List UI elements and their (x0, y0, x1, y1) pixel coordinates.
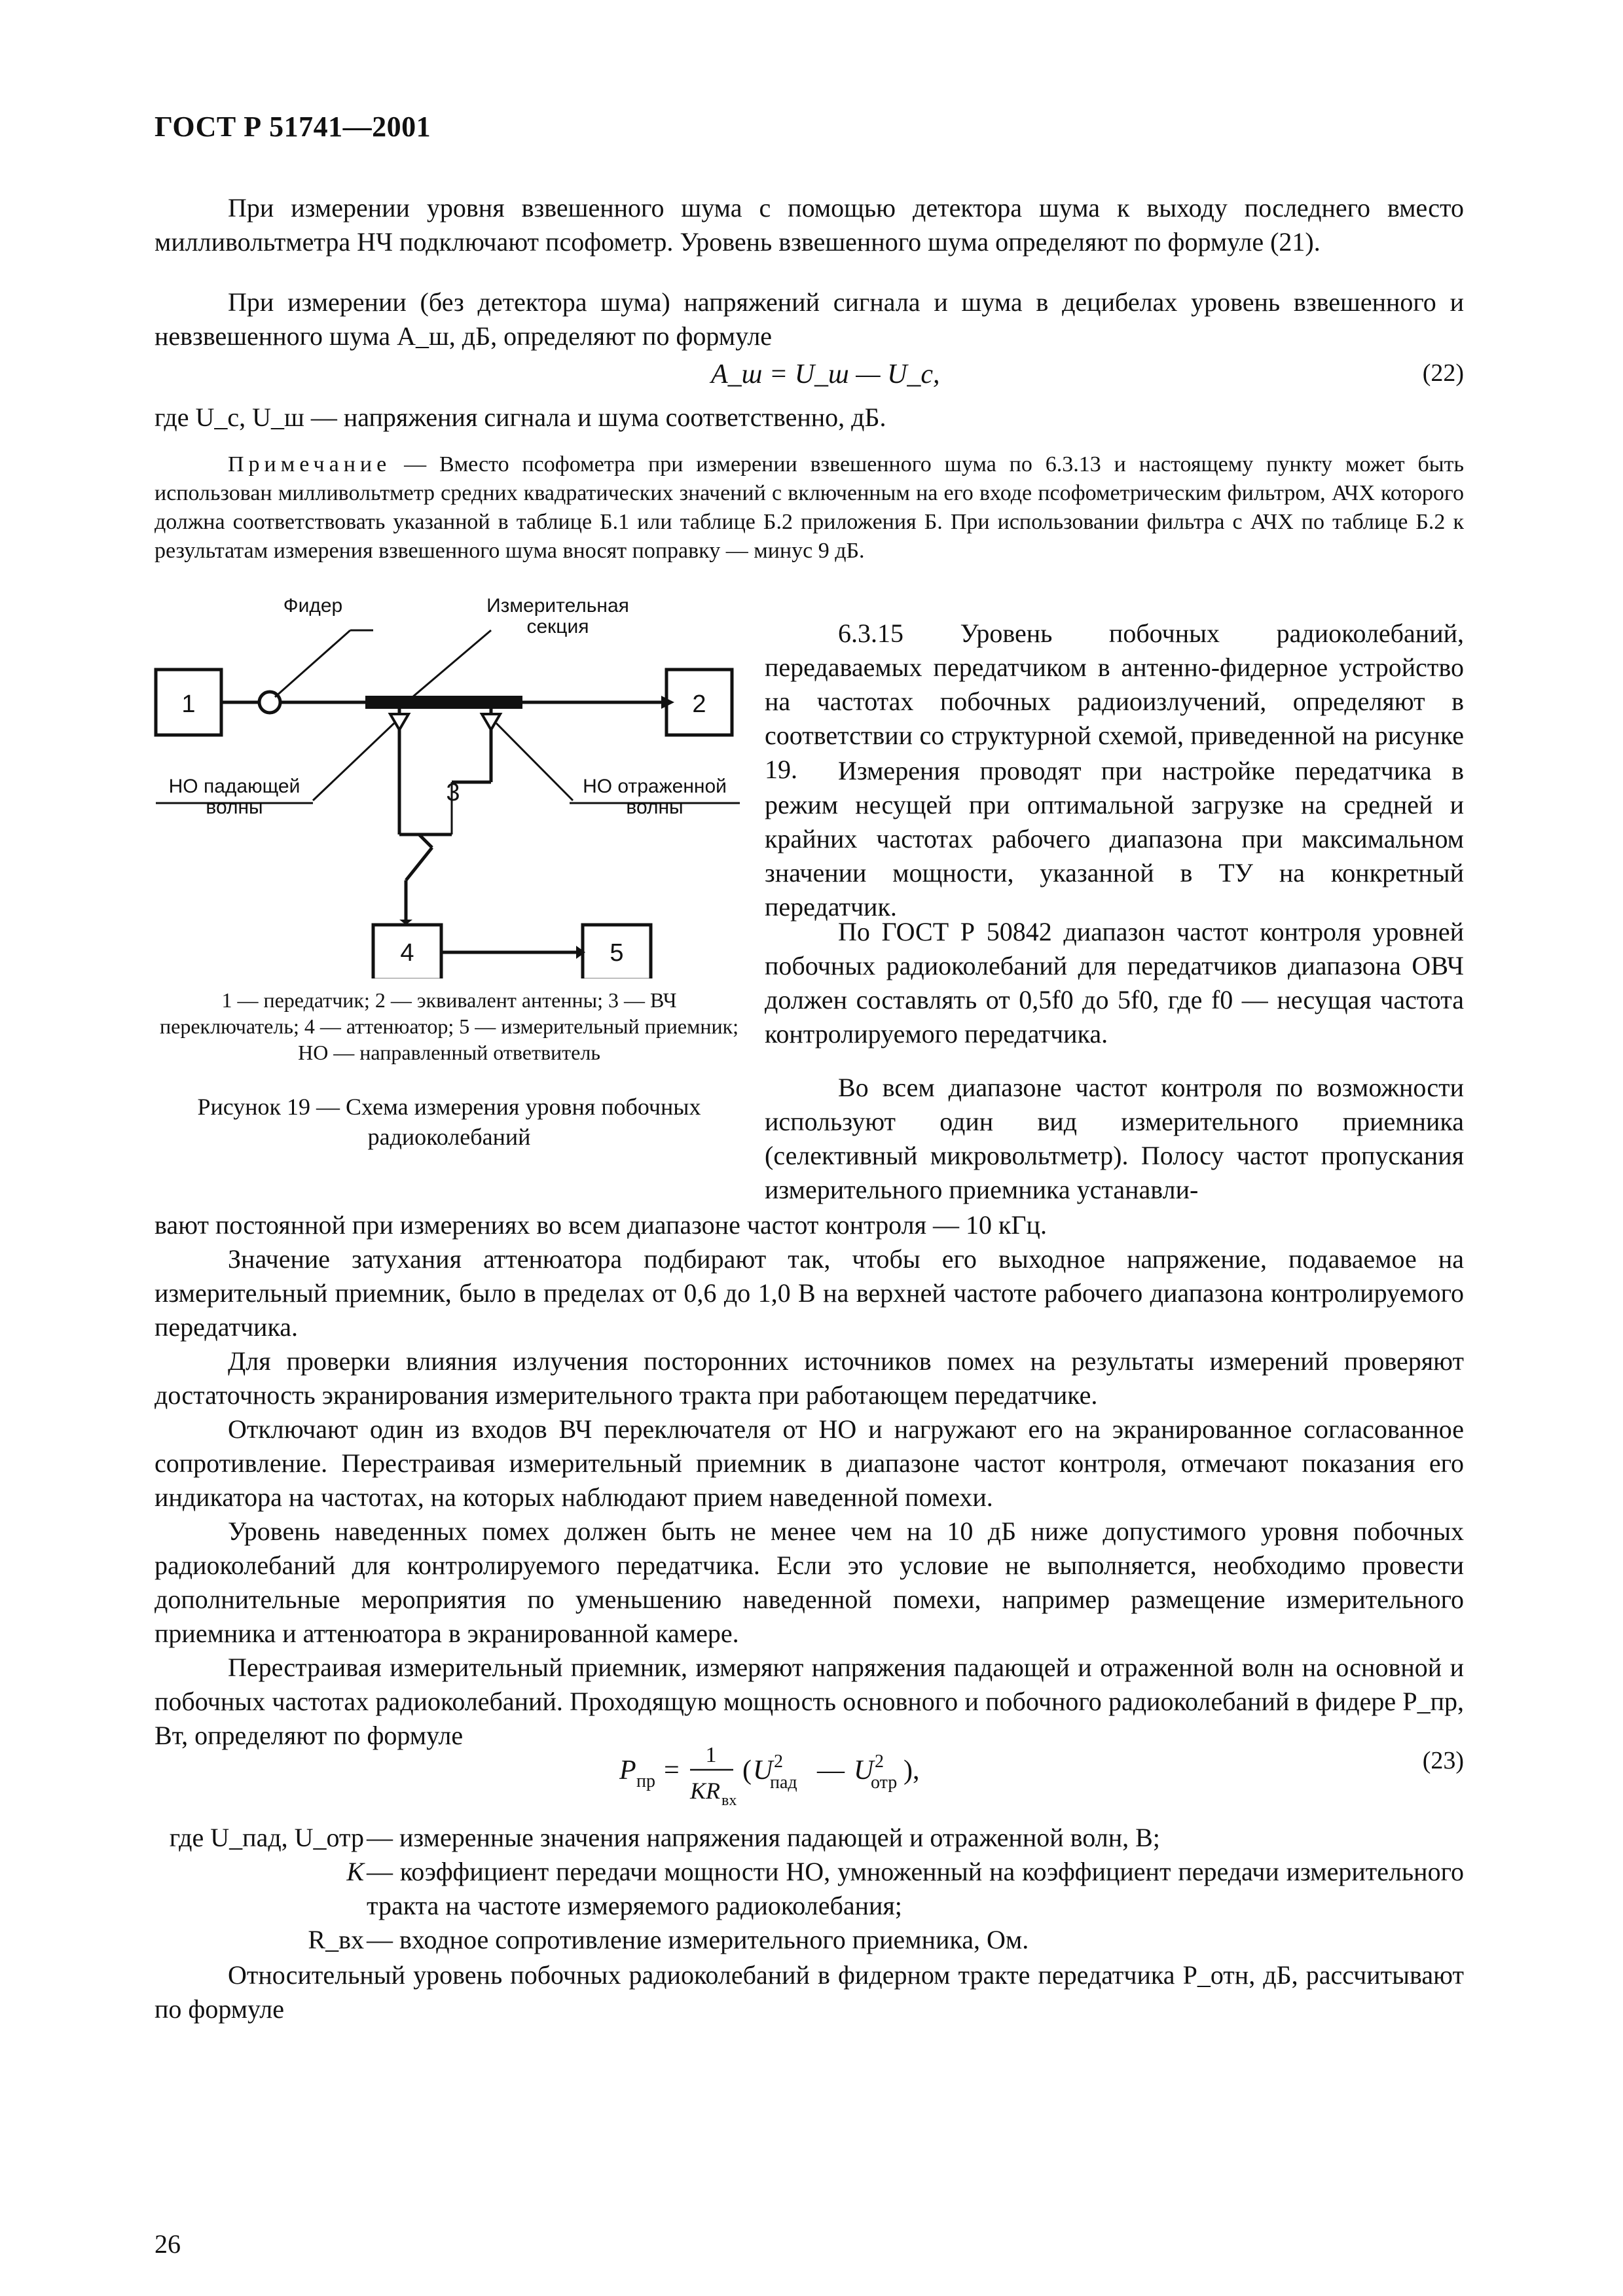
svg-text:2: 2 (774, 1751, 783, 1772)
box-1-label: 1 (181, 691, 196, 718)
definition-r-term: R_вх (308, 1925, 364, 1954)
paragraph-noise-level: При измерении (без детектора шума) напряжений сигнала и шума в децибелах уровень взвешенного и невзвешенного шума A_ш, дБ, определяют по формуле (155, 287, 1464, 351)
definition-r-desc: — входное сопротивление измерительного приемника, Ом. (367, 1925, 1029, 1954)
svg-text:U: U (753, 1755, 773, 1785)
reflected-coupler-label-line1: НО отраженной (583, 776, 727, 797)
formula-23-number: (23) (1422, 1747, 1464, 1774)
svg-text:пад: пад (770, 1772, 797, 1793)
section-label-line2: секция (526, 616, 589, 637)
definition-u-term: где U_пад, U_отр (169, 1823, 364, 1852)
definition-k (155, 1855, 1464, 1920)
paragraph-attenuator: Значение затухания аттенюатора подбирают так, чтобы его выходное напряжение, подаваемое на измерительный приемник, было в пределах от 0,6 до 1,0 В на верхней частоте рабочего диапазона контролируемого передатчика. (155, 1244, 1464, 1342)
formula-22-number: (22) (1422, 359, 1464, 387)
page-number: 26 (155, 2229, 181, 2259)
svg-text:2: 2 (875, 1751, 884, 1772)
svg-text:пр: пр (636, 1771, 655, 1791)
incident-coupler-label-line1: НО падающей (168, 776, 301, 797)
feeder-label: Фидер (283, 595, 343, 617)
svg-text:вх: вх (721, 1792, 737, 1809)
paragraph-relative-level: Относительный уровень побочных радиоколебаний в фидерном тракте передатчика P_отн, дБ, рассчитывают по формуле (155, 1960, 1464, 2024)
coupler-reflected (482, 714, 500, 730)
paragraph-shielding-check: Для проверки влияния излучения посторонних источников помех на результаты измерений проверяют достаточность экранирования измерительного тракта при работающем передатчике. (155, 1346, 1464, 1410)
svg-text:KR: KR (690, 1778, 721, 1804)
measuring-section (365, 696, 522, 709)
definition-u (155, 1821, 1464, 1855)
box-2-label: 2 (692, 691, 706, 718)
svg-text:U: U (854, 1755, 874, 1785)
svg-text:P: P (619, 1755, 636, 1785)
document-header: ГОСТ Р 51741—2001 (155, 111, 431, 143)
svg-text:—: — (817, 1755, 845, 1785)
incident-coupler-label-line2: волны (206, 797, 263, 818)
definition-k-term: K (346, 1857, 364, 1886)
definition-k-desc: — коэффициент передачи мощности НО, умноженный на коэффициент передачи измерительного тракта на частоте измеряемого радиоколебания; (367, 1857, 1464, 1920)
paragraph-tuning: Перестраивая измерительный приемник, измеряют напряжения падающей и отраженной волн на основной и побочных частотах радиоколебаний. Проходящую мощность основного и побочного радиоколебаний в фидере P_пр, Вт, определяют по формуле (155, 1653, 1464, 1750)
formula-23 (155, 1733, 1464, 1812)
svg-text:отр: отр (871, 1772, 898, 1793)
formula-22-text: A_ш = U_ш — U_с, (711, 359, 940, 389)
figure-legend: 1 — передатчик; 2 — эквивалент антенны; 3 — ВЧ переключатель; 4 — аттенюатор; 5 — измерительный приемник; НО — направленный ответвитель (159, 988, 739, 1064)
paragraph-measurements: Измерения проводят при настройке передатчика в режим несущей при оптимальной загрузке на средней и крайних частотах рабочего диапазона при максимальном значении мощности, указанной в ТУ на конкретный передатчик. (765, 756, 1464, 922)
svg-text:1: 1 (705, 1743, 717, 1767)
paragraph-psophometer: При измерении уровня взвешенного шума с помощью детектора шума к выходу последнего вместо милливольтметра НЧ подключают псофометр. Уровень взвешенного шума определяют по формуле (21). (155, 193, 1464, 257)
svg-text:=: = (664, 1755, 680, 1785)
box-3-label: 3 (446, 779, 460, 806)
paragraph-6-3-15: 6.3.15 Уровень побочных радиоколебаний, передаваемых передатчиком в антенно-фидерное устройство на частотах побочных радиоизлучений, определяют в соответствии со структурной схемой, приведенной на рисунке 19. (765, 619, 1464, 784)
svg-text:(: ( (742, 1755, 752, 1785)
coupler-incident (390, 714, 409, 730)
section-label-line1: Измерительная (486, 595, 629, 617)
paragraph-interference-level: Уровень наведенных помех должен быть не менее чем на 10 дБ ниже допустимого уровня побочных радиоколебаний для контролируемого передатчика. Если это условие не выполняется, необходимо провести дополнительные мероприятия по уменьшению наведенной помехи, например размещение измерительного приемника и аттенюатора в экранированной камере. (155, 1516, 1464, 1648)
formula-23-graphic (613, 1733, 1019, 1812)
note-text: — Вместо псофометра при измерении взвешенного шума по 6.3.13 и настоящему пункту может быть использован милливольтметр средних квадратических значений с включенным на его входе псофометрическим фильтром, АЧХ которого должна соответствовать указанной в таблице Б.1 или таблице Б.2 приложения Б. При использовании фильтра с АЧХ по таблице Б.2 к результатам измерения взвешенного шума вносят поправку — минус 9 дБ. (155, 452, 1464, 563)
box-5-label: 5 (610, 939, 624, 967)
paragraph-frequency-range: По ГОСТ Р 50842 диапазон частот контроля уровней побочных радиоколебаний для передатчиков диапазона ОВЧ должен составлять от 0,5f0 до 5f0, где f0 — несущая частота контролируемого передатчика. (765, 917, 1464, 1049)
where-22: где U_с, U_ш — напряжения сигнала и шума соответственно, дБ. (155, 403, 886, 432)
measurement-diagram (151, 592, 753, 978)
definition-u-desc: — измеренные значения напряжения падающей и отраженной волн, В; (367, 1823, 1160, 1852)
box-4-label: 4 (400, 939, 414, 967)
paragraph-bandwidth-cont: вают постоянной при измерениях во всем диапазоне частот контроля — 10 кГц. (155, 1210, 1047, 1240)
svg-text:),: ), (903, 1755, 920, 1785)
reflected-coupler-label-line2: волны (626, 797, 684, 818)
note-paragraph (155, 450, 1464, 565)
note-label: Примечание (228, 452, 392, 476)
definition-r (155, 1923, 1464, 1957)
paragraph-receiver: Во всем диапазоне частот контроля по возможности используют один вид измерительного приемника (селективный микровольтметр). Полосу частот пропускания измерительного приемника устанавли- (765, 1073, 1464, 1204)
figure-title: Рисунок 19 — Схема измерения уровня побочных радиоколебаний (197, 1094, 701, 1150)
paragraph-disconnect: Отключают один из входов ВЧ переключателя от НО и нагружают его на экранированное согласованное сопротивление. Перестраивая измерительный приемник в диапазоне частот контроля, отмечают показания его индикатора на частотах, на которых наблюдают прием наведенной помехи. (155, 1414, 1464, 1512)
formula-22 (155, 359, 1464, 398)
